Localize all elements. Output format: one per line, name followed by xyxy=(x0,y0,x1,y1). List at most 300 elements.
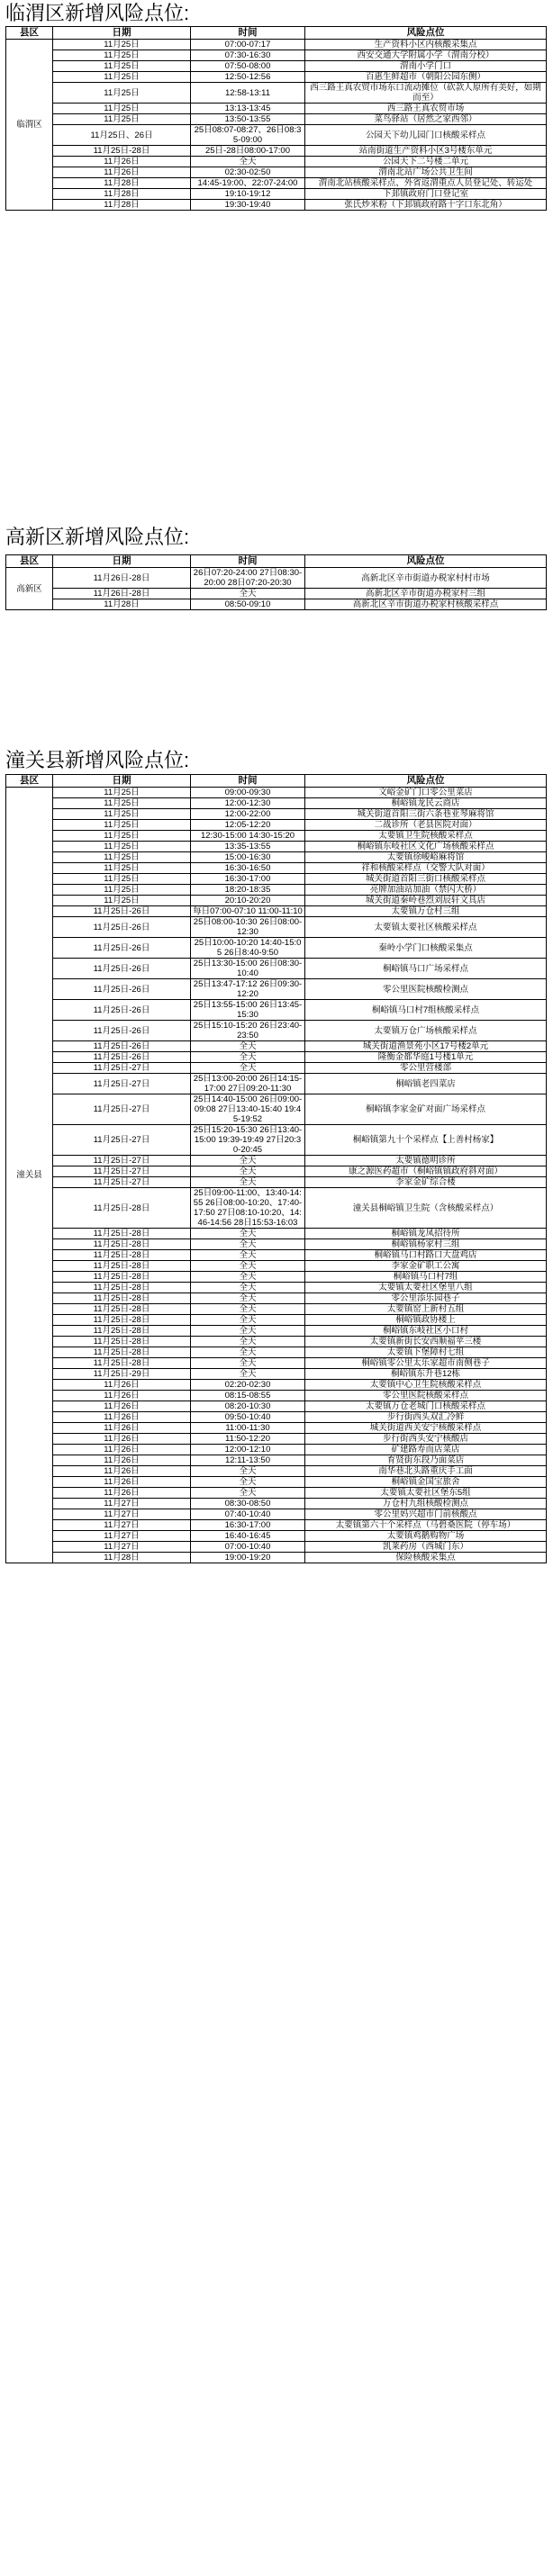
table-row xyxy=(6,1477,547,1488)
time-cell: 25日-28日08:00-17:00 xyxy=(191,146,305,157)
time-cell: 07:40-10:40 xyxy=(191,1509,305,1520)
location-cell: 公园天下幼儿园门口核酸采样点 xyxy=(305,125,547,146)
table-row xyxy=(6,1021,547,1041)
table-row xyxy=(6,61,547,72)
table-row xyxy=(6,820,547,831)
time-cell: 25日08:00-10:30 26日08:00-12:30 xyxy=(191,917,305,938)
time-cell: 18:20-18:35 xyxy=(191,885,305,896)
table-row xyxy=(6,1488,547,1499)
time-cell: 12:50-12:56 xyxy=(191,72,305,83)
time-cell: 14:45-19:00、22:07-24:00 xyxy=(191,178,305,189)
location-cell: 万仓村九组核酸检测点 xyxy=(305,1499,547,1509)
date-cell: 11月25日 xyxy=(53,852,191,863)
date-cell: 11月28日 xyxy=(53,1553,191,1563)
location-cell: 太要镇太要社区堡东5组 xyxy=(305,1488,547,1499)
location-cell: 城关街道首阳三街口核酸采样点 xyxy=(305,874,547,885)
time-cell: 08:30-08:50 xyxy=(191,1499,305,1509)
table-row xyxy=(6,50,547,61)
location-cell: 李家金矿职工公寓 xyxy=(305,1261,547,1272)
time-cell: 12:00-12:10 xyxy=(191,1445,305,1455)
date-cell: 11月25日-28日 xyxy=(53,1326,191,1337)
header-date: 日期 xyxy=(53,27,191,40)
table-row xyxy=(6,938,547,959)
date-cell: 11月26日-28日 xyxy=(53,568,191,589)
date-cell: 11月25日-26日 xyxy=(53,938,191,959)
location-cell: 祥和核酸采样点（交警大队对面） xyxy=(305,863,547,874)
time-cell: 25日10:00-10:20 14:40-15:05 26日8:40-9:50 xyxy=(191,938,305,959)
date-cell: 11月25日 xyxy=(53,72,191,83)
location-cell: 步行街西头安宁核酸店 xyxy=(305,1434,547,1445)
time-cell: 19:00-19:20 xyxy=(191,1553,305,1563)
time-cell: 25日13:47-17:12 26日09:30-12:20 xyxy=(191,979,305,1000)
time-cell: 全天 xyxy=(191,1466,305,1477)
time-cell: 全天 xyxy=(191,1347,305,1358)
time-cell: 全天 xyxy=(191,157,305,167)
header-location: 风险点位 xyxy=(305,27,547,40)
date-cell: 11月26日 xyxy=(53,1391,191,1401)
location-cell: 零公里医院核酸采样点 xyxy=(305,1391,547,1401)
table-row xyxy=(6,1239,547,1250)
table-row xyxy=(6,178,547,189)
time-cell: 16:40-16:45 xyxy=(191,1531,305,1542)
table-row xyxy=(6,1369,547,1380)
header-time: 时间 xyxy=(191,27,305,40)
table-row xyxy=(6,917,547,938)
county-cell: 潼关县 xyxy=(6,788,53,1563)
location-cell: 桐峪镇马口村路口大盘鸡店 xyxy=(305,1250,547,1261)
time-cell: 全天 xyxy=(191,1369,305,1380)
date-cell: 11月27日 xyxy=(53,1531,191,1542)
time-cell: 全天 xyxy=(191,1166,305,1177)
table-row xyxy=(6,959,547,979)
date-cell: 11月25日-28日 xyxy=(53,146,191,157)
table-row xyxy=(6,1166,547,1177)
location-cell: 桐峪镇李家金矿对面广场采样点 xyxy=(305,1094,547,1125)
location-cell: 南华巷北头路重庆手工面 xyxy=(305,1466,547,1477)
date-cell: 11月26日 xyxy=(53,1401,191,1412)
date-cell: 11月25日-28日 xyxy=(53,1358,191,1369)
table-row xyxy=(6,72,547,83)
time-cell: 全天 xyxy=(191,1250,305,1261)
date-cell: 11月25日-28日 xyxy=(53,1347,191,1358)
date-cell: 11月25日 xyxy=(53,104,191,114)
table-row xyxy=(6,896,547,906)
table-row xyxy=(6,157,547,167)
location-cell: 隆衡金都华庭1号楼1单元 xyxy=(305,1052,547,1063)
time-cell: 11:00-11:30 xyxy=(191,1423,305,1434)
table-row xyxy=(6,1315,547,1326)
time-cell: 全天 xyxy=(191,589,305,599)
table-row xyxy=(6,589,547,599)
location-cell: 生产资料小区内核酸采集点 xyxy=(305,40,547,50)
header-location: 风险点位 xyxy=(305,555,547,568)
location-cell: 太要镇太要社区核酸采样点 xyxy=(305,917,547,938)
date-cell: 11月25日 xyxy=(53,40,191,50)
table-row xyxy=(6,189,547,200)
date-cell: 11月25日 xyxy=(53,831,191,842)
location-cell: 零公里添乐园巷子 xyxy=(305,1293,547,1304)
time-cell: 08:15-08:55 xyxy=(191,1391,305,1401)
location-cell: 桐峪镇马口广场采样点 xyxy=(305,959,547,979)
location-cell: 零公里妈兴超市门前核酸点 xyxy=(305,1509,547,1520)
date-cell: 11月26日 xyxy=(53,1412,191,1423)
time-cell: 全天 xyxy=(191,1304,305,1315)
date-cell: 11月26日 xyxy=(53,1488,191,1499)
location-cell: 高新北区辛市街道办税家村核酸采样点 xyxy=(305,599,547,610)
location-cell: 太要镇万仓老城门口核酸采样点 xyxy=(305,1401,547,1412)
date-cell: 11月25日-28日 xyxy=(53,1188,191,1229)
table-row xyxy=(6,1337,547,1347)
location-cell: 潼关县桐峪镇卫生院（含核酸采样点） xyxy=(305,1188,547,1229)
table-row xyxy=(6,167,547,178)
time-cell: 每日07:00-07:10 11:00-11:10 xyxy=(191,906,305,917)
date-cell: 11月25日-27日 xyxy=(53,1177,191,1188)
location-cell: 西三路王真农贸市场 xyxy=(305,104,547,114)
date-cell: 11月27日 xyxy=(53,1542,191,1553)
location-cell: 渭南北站广场公共卫生间 xyxy=(305,167,547,178)
table-row xyxy=(6,1531,547,1542)
location-cell: 零公里营楼部 xyxy=(305,1063,547,1074)
location-cell: 凯莱药房（西城门东） xyxy=(305,1542,547,1553)
time-cell: 全天 xyxy=(191,1052,305,1063)
location-cell: 张氏炒米粉（下邽镇政府路十字口东北角） xyxy=(305,200,547,211)
date-cell: 11月25日-27日 xyxy=(53,1166,191,1177)
location-cell: 渭南小学门口 xyxy=(305,61,547,72)
date-cell: 11月25日-27日 xyxy=(53,1094,191,1125)
table-row xyxy=(6,1063,547,1074)
date-cell: 11月25日-27日 xyxy=(53,1125,191,1156)
date-cell: 11月25日 xyxy=(53,820,191,831)
location-cell: 公园天下二号楼二单元 xyxy=(305,157,547,167)
table-row xyxy=(6,1347,547,1358)
time-cell: 全天 xyxy=(191,1283,305,1293)
location-cell: 保险核酸采集点 xyxy=(305,1553,547,1563)
table-row xyxy=(6,906,547,917)
header-county: 县区 xyxy=(6,555,53,568)
table-row xyxy=(6,1445,547,1455)
date-cell: 11月25日-26日 xyxy=(53,1041,191,1052)
location-cell: 高新北区辛市街道办税家村三组 xyxy=(305,589,547,599)
date-cell: 11月25日 xyxy=(53,50,191,61)
date-cell: 11月27日 xyxy=(53,1499,191,1509)
location-cell: 城关街道渔景苑小区17号楼2单元 xyxy=(305,1041,547,1052)
time-cell: 全天 xyxy=(191,1315,305,1326)
location-cell: 高新北区辛市街道办税家村村市场 xyxy=(305,568,547,589)
date-cell: 11月26日 xyxy=(53,157,191,167)
location-cell: 桐峪镇东岐社区小口村 xyxy=(305,1326,547,1337)
table-row xyxy=(6,40,547,50)
date-cell: 11月26日 xyxy=(53,1380,191,1391)
county-cell: 高新区 xyxy=(6,568,53,610)
location-cell: 桐峪镇东升巷12栋 xyxy=(305,1369,547,1380)
date-cell: 11月28日 xyxy=(53,178,191,189)
location-cell: 城关街道首阳三街六条巷亚琴麻将馆 xyxy=(305,809,547,820)
table-row xyxy=(6,1542,547,1553)
date-cell: 11月25日 xyxy=(53,896,191,906)
time-cell: 07:00-10:40 xyxy=(191,1542,305,1553)
date-cell: 11月26日 xyxy=(53,1423,191,1434)
section-title: 高新区新增风险点位: xyxy=(5,526,190,548)
time-cell: 12:11-13:50 xyxy=(191,1455,305,1466)
time-cell: 16:30-16:50 xyxy=(191,863,305,874)
date-cell: 11月25日-26日 xyxy=(53,979,191,1000)
date-cell: 11月26日-28日 xyxy=(53,589,191,599)
table-row xyxy=(6,1326,547,1337)
table-row xyxy=(6,1423,547,1434)
date-cell: 11月25日-26日 xyxy=(53,1000,191,1021)
location-cell: 太要镇新街长安西顺福苹三楼 xyxy=(305,1337,547,1347)
date-cell: 11月26日 xyxy=(53,1445,191,1455)
time-cell: 12:00-22:00 xyxy=(191,809,305,820)
location-cell: 站南街道生产资料小区3号楼东单元 xyxy=(305,146,547,157)
time-cell: 全天 xyxy=(191,1477,305,1488)
date-cell: 11月25日-26日 xyxy=(53,917,191,938)
table-row xyxy=(6,1272,547,1283)
table-row xyxy=(6,1094,547,1125)
location-cell: 太要镇太要社区堡里八组 xyxy=(305,1283,547,1293)
table-row xyxy=(6,1401,547,1412)
table-row xyxy=(6,1412,547,1423)
location-cell: 桐峪镇马口村7组 xyxy=(305,1272,547,1283)
location-cell: 太要镇窑上新村五组 xyxy=(305,1304,547,1315)
location-cell: 康之源医药超市（桐峪镇镇政府斜对面） xyxy=(305,1166,547,1177)
table-row xyxy=(6,885,547,896)
time-cell: 全天 xyxy=(191,1177,305,1188)
date-cell: 11月27日 xyxy=(53,1520,191,1531)
date-cell: 11月25日、26日 xyxy=(53,125,191,146)
time-cell: 13:35-13:55 xyxy=(191,842,305,852)
table-row xyxy=(6,1499,547,1509)
time-cell: 12:05-12:20 xyxy=(191,820,305,831)
date-cell: 11月25日-28日 xyxy=(53,1293,191,1304)
table-row xyxy=(6,114,547,125)
time-cell: 全天 xyxy=(191,1326,305,1337)
date-cell: 11月25日 xyxy=(53,788,191,798)
date-cell: 11月25日-28日 xyxy=(53,1272,191,1283)
time-cell: 25日13:30-15:00 26日08:30-10:40 xyxy=(191,959,305,979)
location-cell: 太要镇鸡鹅购物广场 xyxy=(305,1531,547,1542)
table-row xyxy=(6,831,547,842)
date-cell: 11月25日-28日 xyxy=(53,1337,191,1347)
time-cell: 25日15:10-15:20 26日23:40-23:50 xyxy=(191,1021,305,1041)
table-row xyxy=(6,1229,547,1239)
risk-table xyxy=(5,554,547,610)
date-cell: 11月26日 xyxy=(53,1434,191,1445)
date-cell: 11月25日 xyxy=(53,61,191,72)
time-cell: 25日08:07-08:27、26日08:35-09:00 xyxy=(191,125,305,146)
location-cell: 太要镇下堡障村七组 xyxy=(305,1347,547,1358)
location-cell: 太要镇卫生院核酸采样点 xyxy=(305,831,547,842)
risk-table xyxy=(5,774,547,1563)
time-cell: 07:30-16:30 xyxy=(191,50,305,61)
date-cell: 11月25日 xyxy=(53,842,191,852)
location-cell: 百惠生鲜超市（朝阳公园东侧） xyxy=(305,72,547,83)
time-cell: 11:50-12:20 xyxy=(191,1434,305,1445)
table-row xyxy=(6,146,547,157)
time-cell: 16:30-17:00 xyxy=(191,1520,305,1531)
time-cell: 02:20-02:30 xyxy=(191,1380,305,1391)
table-row xyxy=(6,1052,547,1063)
table-row xyxy=(6,1000,547,1021)
table-row xyxy=(6,852,547,863)
table-row xyxy=(6,798,547,809)
date-cell: 11月25日-28日 xyxy=(53,1239,191,1250)
time-cell: 12:30-15:00 14:30-15:20 xyxy=(191,831,305,842)
table-row xyxy=(6,874,547,885)
date-cell: 11月28日 xyxy=(53,200,191,211)
location-cell: 亮牌加油站加油（禁闪大桥） xyxy=(305,885,547,896)
date-cell: 11月25日 xyxy=(53,863,191,874)
time-cell: 07:50-08:00 xyxy=(191,61,305,72)
time-cell: 25日09:00-11:00、13:40-14:55 26日08:00-10:20、17:40-17:50 27日08:10-10:20、14:46-14:56 28日15:53-16:03 xyxy=(191,1188,305,1229)
time-cell: 全天 xyxy=(191,1293,305,1304)
location-cell: 太要镇徐峻峪麻将馆 xyxy=(305,852,547,863)
date-cell: 11月25日 xyxy=(53,114,191,125)
time-cell: 19:30-19:40 xyxy=(191,200,305,211)
table-row xyxy=(6,1293,547,1304)
date-cell: 11月25日 xyxy=(53,874,191,885)
table-row xyxy=(6,1261,547,1272)
time-cell: 全天 xyxy=(191,1261,305,1272)
date-cell: 11月25日 xyxy=(53,798,191,809)
table-row xyxy=(6,1358,547,1369)
time-cell: 08:50-09:10 xyxy=(191,599,305,610)
date-cell: 11月25日-26日 xyxy=(53,1021,191,1041)
date-cell: 11月26日 xyxy=(53,1477,191,1488)
location-cell: 矿建路寿而店菜店 xyxy=(305,1445,547,1455)
location-cell: 步行街西头双汇冷鲜 xyxy=(305,1412,547,1423)
time-cell: 25日15:20-15:30 26日13:40-15:00 19:39-19:49 27日20:30-20:45 xyxy=(191,1125,305,1156)
location-cell: 桐峪镇金国宝旅舍 xyxy=(305,1477,547,1488)
table-row xyxy=(6,842,547,852)
time-cell: 13:13-13:45 xyxy=(191,104,305,114)
section-title: 潼关县新增风险点位: xyxy=(5,749,190,771)
header-time: 时间 xyxy=(191,775,305,788)
time-cell: 25日14:40-15:00 26日09:00-09:08 27日13:40-15:40 19:45-19:52 xyxy=(191,1094,305,1125)
date-cell: 11月25日-28日 xyxy=(53,1261,191,1272)
table-row xyxy=(6,1553,547,1563)
time-cell: 12:58-13:11 xyxy=(191,83,305,104)
date-cell: 11月25日-27日 xyxy=(53,1063,191,1074)
location-cell: 桐峪镇政协楼上 xyxy=(305,1315,547,1326)
location-cell: 李家金矿综合楼 xyxy=(305,1177,547,1188)
location-cell: 桐峪镇零公里太乐家超市南侧巷子 xyxy=(305,1358,547,1369)
date-cell: 11月25日-26日 xyxy=(53,1052,191,1063)
time-cell: 26日07:20-24:00 27日08:30-20:00 28日07:20-20:30 xyxy=(191,568,305,589)
time-cell: 09:00-09:30 xyxy=(191,788,305,798)
location-cell: 桐峪镇龙凤招待所 xyxy=(305,1229,547,1239)
table-row xyxy=(6,125,547,146)
location-cell: 桐峪镇老四菜店 xyxy=(305,1074,547,1094)
date-cell: 11月26日 xyxy=(53,167,191,178)
time-cell: 08:20-10:30 xyxy=(191,1401,305,1412)
time-cell: 全天 xyxy=(191,1488,305,1499)
location-cell: 二战诊所（老县医院对面） xyxy=(305,820,547,831)
table-row xyxy=(6,1250,547,1261)
table-row xyxy=(6,1380,547,1391)
time-cell: 12:00-12:30 xyxy=(191,798,305,809)
time-cell: 02:30-02:50 xyxy=(191,167,305,178)
date-cell: 11月25日-27日 xyxy=(53,1074,191,1094)
location-cell: 菜鸟驿站（居然之家西邻） xyxy=(305,114,547,125)
table-row xyxy=(6,1391,547,1401)
table-row xyxy=(6,1520,547,1531)
table-row xyxy=(6,1304,547,1315)
date-cell: 11月26日 xyxy=(53,1466,191,1477)
header-county: 县区 xyxy=(6,27,53,40)
header-date: 日期 xyxy=(53,555,191,568)
header-county: 县区 xyxy=(6,775,53,788)
location-cell: 文峪金矿门口零公里菜店 xyxy=(305,788,547,798)
table-row xyxy=(6,1283,547,1293)
time-cell: 全天 xyxy=(191,1156,305,1166)
header-date: 日期 xyxy=(53,775,191,788)
table-row xyxy=(6,1041,547,1052)
location-cell: 太要镇第六十个采样点（马碧桑医院（停车场） xyxy=(305,1520,547,1531)
table-row xyxy=(6,1177,547,1188)
date-cell: 11月25日-28日 xyxy=(53,1315,191,1326)
location-cell: 零公里医院核酸检测点 xyxy=(305,979,547,1000)
location-cell: 太要镇中心卫生院核酸采样点 xyxy=(305,1380,547,1391)
date-cell: 11月25日-28日 xyxy=(53,1250,191,1261)
time-cell: 20:10-20:20 xyxy=(191,896,305,906)
location-cell: 太要镇万仓村三组 xyxy=(305,906,547,917)
time-cell: 全天 xyxy=(191,1337,305,1347)
table-row xyxy=(6,979,547,1000)
time-cell: 09:50-10:40 xyxy=(191,1412,305,1423)
date-cell: 11月28日 xyxy=(53,599,191,610)
location-cell: 渭南北站核酸采样点、外省返渭重点人员登记处、转运处 xyxy=(305,178,547,189)
date-cell: 11月27日 xyxy=(53,1509,191,1520)
location-cell: 秦岭小学门口核酸采集点 xyxy=(305,938,547,959)
date-cell: 11月25日-28日 xyxy=(53,1283,191,1293)
table-row xyxy=(6,1074,547,1094)
location-cell: 桐峪镇龙民云商店 xyxy=(305,798,547,809)
date-cell: 11月25日 xyxy=(53,885,191,896)
location-cell: 太要镇德明诊所 xyxy=(305,1156,547,1166)
date-cell: 11月26日 xyxy=(53,1455,191,1466)
time-cell: 全天 xyxy=(191,1239,305,1250)
date-cell: 11月25日 xyxy=(53,809,191,820)
date-cell: 11月25日-28日 xyxy=(53,1304,191,1315)
date-cell: 11月25日 xyxy=(53,83,191,104)
time-cell: 19:10-19:12 xyxy=(191,189,305,200)
table-row xyxy=(6,200,547,211)
location-cell: 城关街道秦岭巷烈刘辰轩文具店 xyxy=(305,896,547,906)
table-row xyxy=(6,863,547,874)
location-cell: 西安交通大学附属小学（渭南分校） xyxy=(305,50,547,61)
risk-table xyxy=(5,26,547,211)
time-cell: 13:50-13:55 xyxy=(191,114,305,125)
location-cell: 桐峪镇第九十个采样点【上善村杨家】 xyxy=(305,1125,547,1156)
time-cell: 全天 xyxy=(191,1063,305,1074)
location-cell: 城关街道西关安宁核酸采样点 xyxy=(305,1423,547,1434)
table-row xyxy=(6,788,547,798)
location-cell: 西三路王真农贸市场东口流动摊位（砍款人原所有美好，如期而至） xyxy=(305,83,547,104)
section-title: 临渭区新增风险点位: xyxy=(5,2,190,24)
table-row xyxy=(6,1455,547,1466)
date-cell: 11月25日-29日 xyxy=(53,1369,191,1380)
date-cell: 11月25日-26日 xyxy=(53,906,191,917)
time-cell: 全天 xyxy=(191,1272,305,1283)
location-cell: 下邽镇政府门口登记室 xyxy=(305,189,547,200)
date-cell: 11月28日 xyxy=(53,189,191,200)
time-cell: 25日13:55-15:00 26日13:45-15:30 xyxy=(191,1000,305,1021)
table-row xyxy=(6,1188,547,1229)
table-row xyxy=(6,1156,547,1166)
time-cell: 全天 xyxy=(191,1358,305,1369)
table-row xyxy=(6,1466,547,1477)
